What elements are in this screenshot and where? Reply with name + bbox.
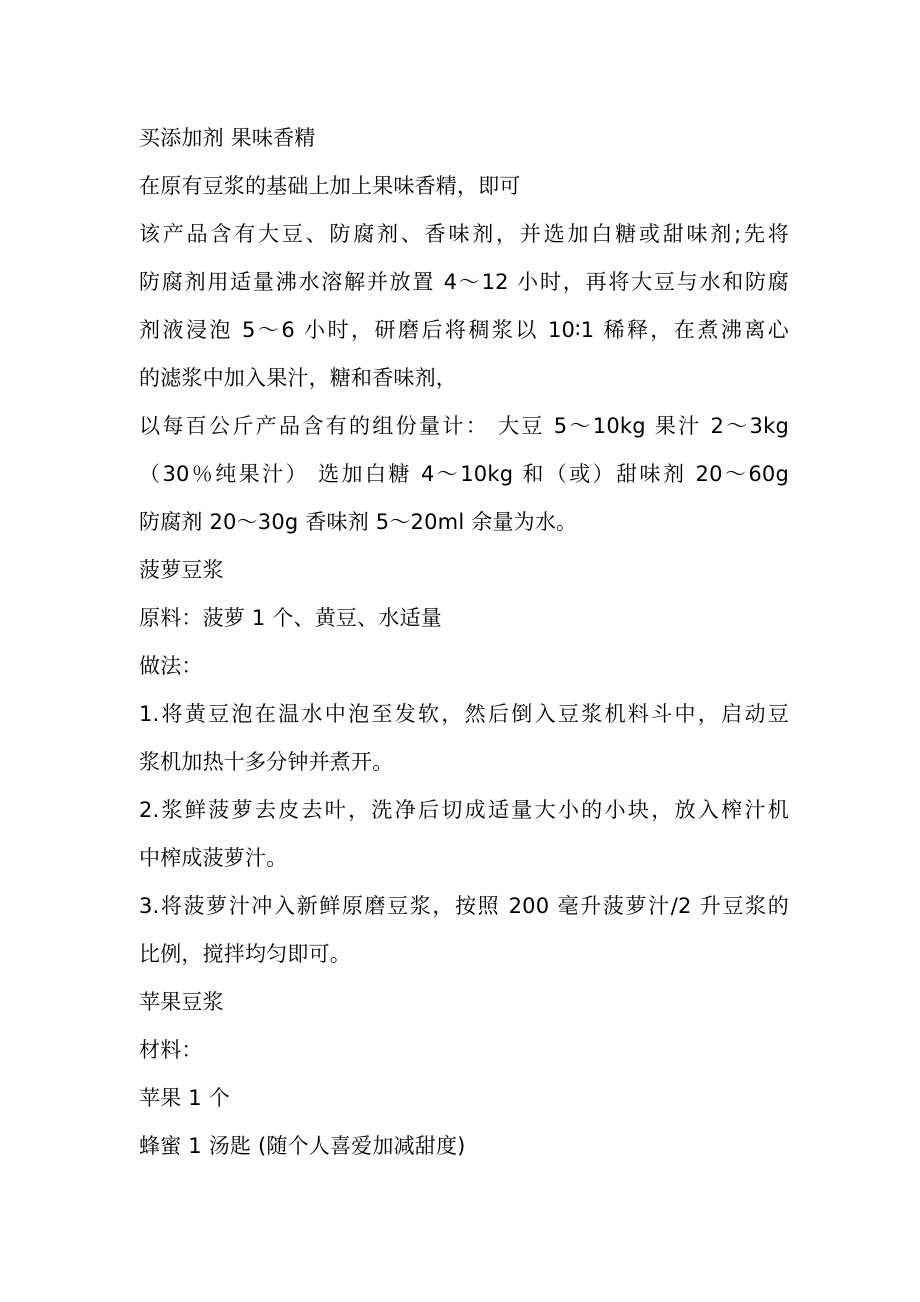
ingredient-line: 蜂蜜 1 汤匙 (随个人喜爱加减甜度) [139,1134,466,1158]
step-line: 中榨成菠萝汁。 [139,846,288,870]
text-line: 防腐剂 20～30g 香味剂 5～20ml 余量为水。 [139,510,578,534]
text-line: （30％纯果汁） 选加白糖 4～10kg 和（或）甜味剂 20～60g [139,462,789,486]
ingredients-line: 原料：菠萝 1 个、黄豆、水适量 [139,606,442,630]
text-line: 防腐剂用适量沸水溶解并放置 4～12 小时，再将大豆与水和防腐 [139,270,789,294]
step-line: 比例，搅拌均匀即可。 [139,942,351,966]
section-heading-pineapple-soymilk: 菠萝豆浆 [139,558,224,582]
text-line-heading-additive: 买添加剂 果味香精 [139,126,316,150]
document-body [139,114,789,1170]
text-line: 以每百公斤产品含有的组份量计： 大豆 5～10kg 果汁 2～3kg [139,414,789,438]
materials-label: 材料： [139,1038,203,1062]
step-line: 3.将菠萝汁冲入新鲜原磨豆浆，按照 200 毫升菠萝汁/2 升豆浆的 [139,894,789,918]
step-line: 1.将黄豆泡在温水中泡至发软，然后倒入豆浆机料斗中，启动豆 [139,702,789,726]
step-line: 2.浆鲜菠萝去皮去叶，洗净后切成适量大小的小块，放入榨汁机 [139,798,789,822]
step-line: 浆机加热十多分钟并煮开。 [139,750,394,774]
text-line: 该产品含有大豆、防腐剂、香味剂，并选加白糖或甜味剂;先将 [139,222,789,246]
ingredient-line: 苹果 1 个 [139,1086,230,1110]
text-line: 在原有豆浆的基础上加上果味香精，即可 [139,174,521,198]
text-line: 剂液浸泡 5～6 小时，研磨后将稠浆以 10∶1 稀释，在煮沸离心 [139,318,789,342]
section-heading-apple-soymilk: 苹果豆浆 [139,990,224,1014]
method-label: 做法： [139,654,203,678]
text-line: 的滤浆中加入果汁，糖和香味剂， [139,366,457,390]
